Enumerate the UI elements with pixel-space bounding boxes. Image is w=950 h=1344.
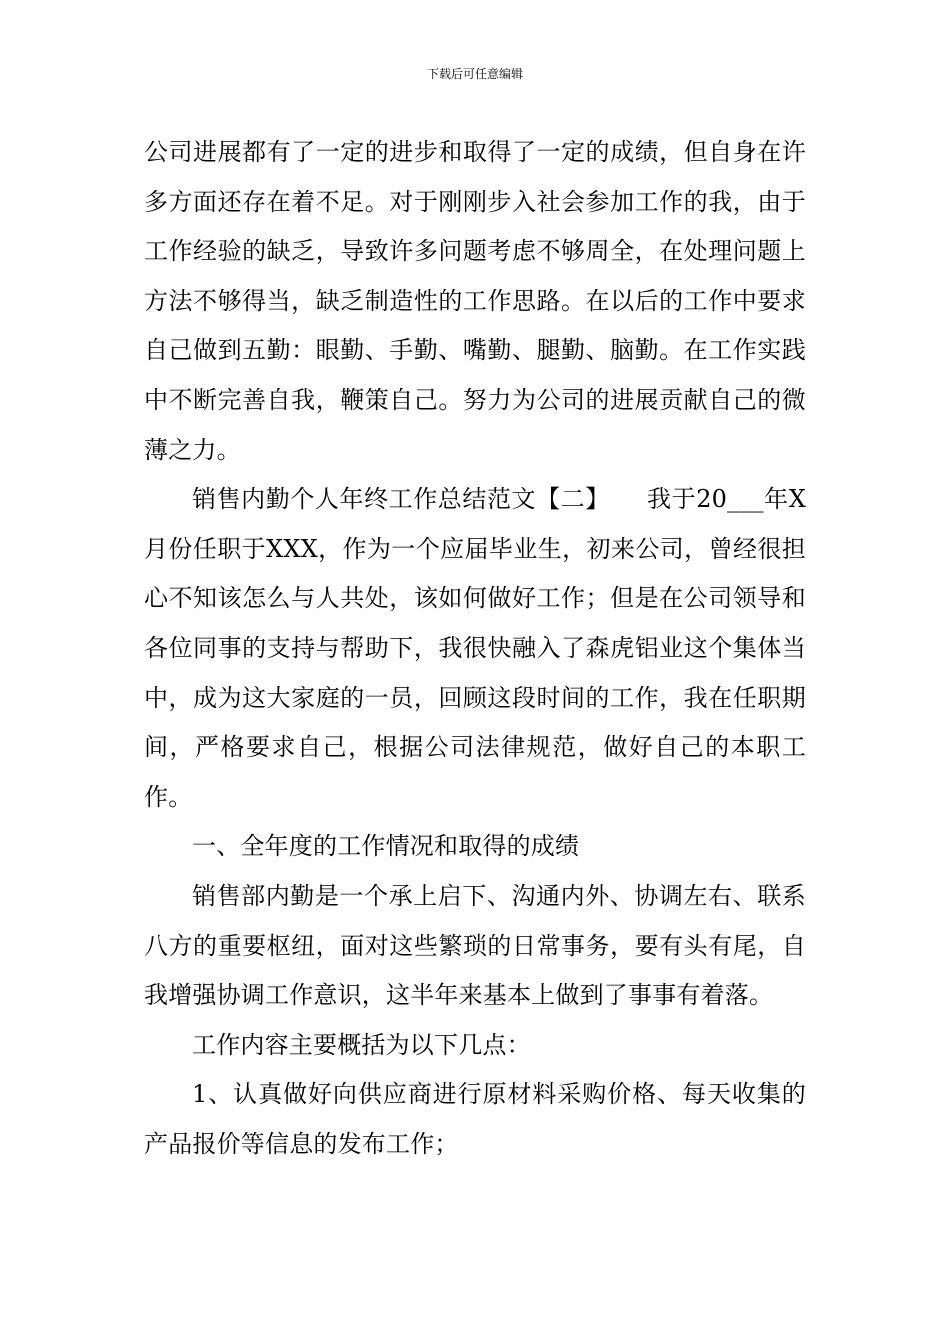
paragraph-2: 销售内勤个人年终工作总结范文【二】 我于20___年X月份任职于XXX，作为一个应届毕业生，初来公司，曾经很担心不知该怎么与人共处，该如何做好工作；但是在公司领导和各位同事的支持与帮助下，我很快融入了森虎铝业这个集体当中，成为这大家庭的一员，回顾这段时间的工作，我在任职期间，严格要求自己，根据公司法律规范，做好自己的本职工作。 xyxy=(144,485,806,811)
page-header: 下载后可任意编辑 xyxy=(426,67,523,81)
section-heading: 一、全年度的工作情况和取得的成绩 xyxy=(192,832,580,861)
paragraph-5: 1、认真做好向供应商进行原材料采购价格、每天收集的产品报价等信息的发布工作； xyxy=(144,1080,806,1158)
paragraph-1: 公司进展都有了一定的进步和取得了一定的成绩，但自身在许多方面还存在着不足。对于刚刚步入社会参加工作的我，由于工作经验的缺乏，导致许多问题考虑不够周全，在处理问题上方法不够得当，缺乏制造性的工作思路。在以后的工作中要求自己做到五勤：眼勤、手勤、嘴勤、腿勤、脑勤。在工作实践中不断完善自我，鞭策自己。努力为公司的进展贡献自己的微薄之力。 xyxy=(144,138,806,464)
document-body xyxy=(144,128,806,1169)
paragraph-4: 工作内容主要概括为以下几点： xyxy=(192,1030,531,1059)
paragraph-3: 销售部内勤是一个承上启下、沟通内外、协调左右、联系八方的重要枢纽，面对这些繁琐的日常事务，要有头有尾，自我增强协调工作意识，这半年来基本上做到了事事有着落。 xyxy=(144,881,806,1010)
